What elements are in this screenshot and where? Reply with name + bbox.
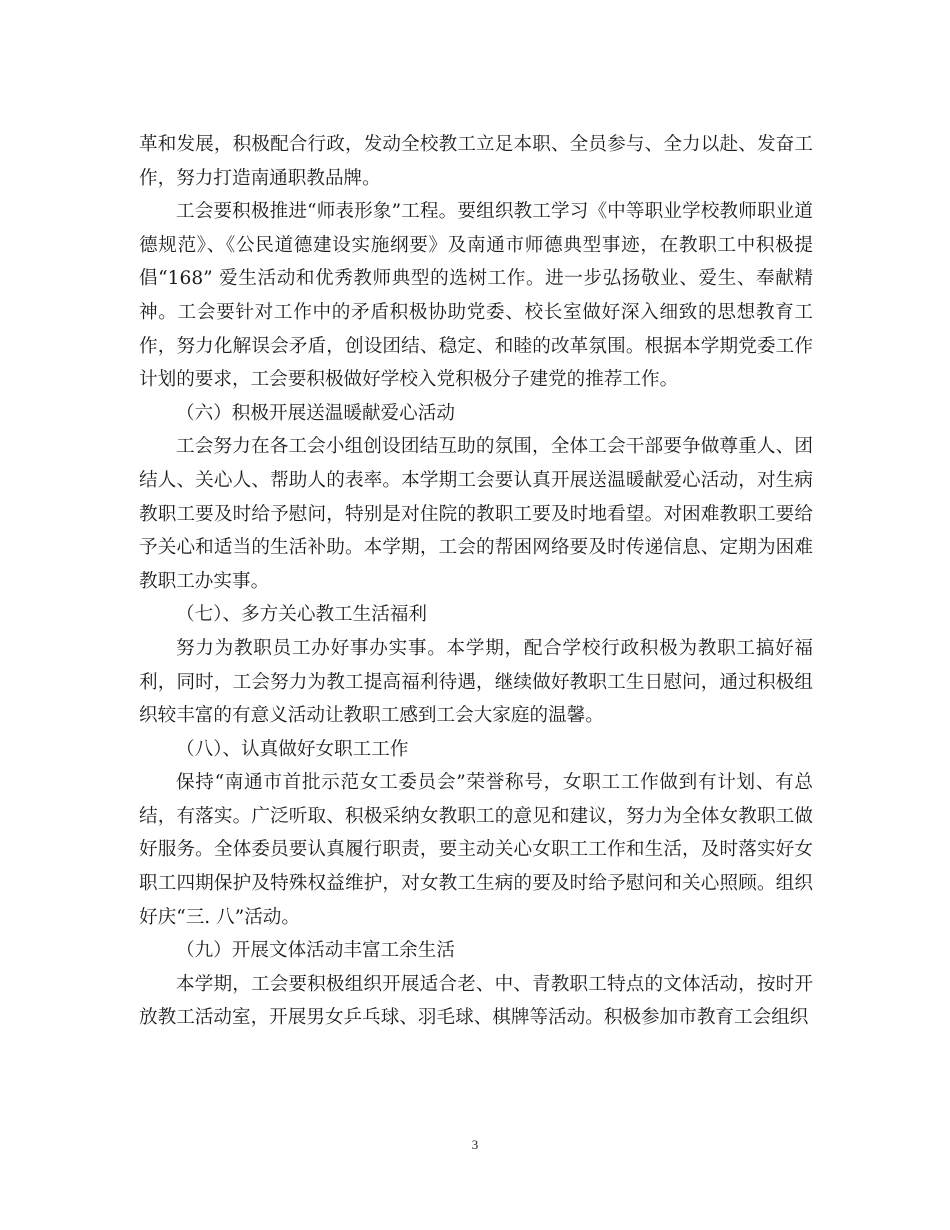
text-line: 织较丰富的有意义活动让教职工感到工会大家庭的温馨。 (139, 705, 604, 727)
text-line: 工会努力在各工会小组创设团结互助的氛围，全体工会干部要争做尊重人、团 (176, 436, 813, 458)
text-line: 教职工要及时给予慰问，特别是对住院的教职工要及时地看望。对困难教职工要给 (139, 503, 813, 525)
page-number: 3 (471, 1137, 479, 1152)
text-line: 德规范》、《公民道德建设实施纲要》及南通市师德典型事迹，在教职工中积极提 (139, 234, 813, 256)
text-line: 结，有落实。广泛听取、积极采纳女教职工的意见和建议，努力为全体女教职工做 (139, 805, 813, 827)
text-line: 本学期，工会要积极组织开展适合老、中、青教职工特点的文体活动，按时开 (176, 973, 813, 995)
section-heading (139, 397, 813, 431)
body-paragraph (139, 766, 813, 934)
text-line: 计划的要求，工会要积极做好学校入党积极分子建党的推荐工作。 (139, 369, 679, 391)
text-line: 职工四期保护及特殊权益维护，对女教工生病的要及时给予慰问和关心照顾。组织 (139, 873, 813, 895)
text-line: 神。工会要针对工作中的矛盾积极协助党委、校长室做好深入细致的思想教育工 (139, 301, 813, 323)
body-paragraph (139, 128, 813, 195)
text-line: 作，努力打造南通职教品牌。 (139, 167, 381, 189)
text-line: 利，同时，工会努力为教工提高福利待遇，继续做好教职工生日慰问，通过积极组 (139, 671, 813, 693)
text-line: （七）、多方关心教工生活福利 (176, 604, 428, 626)
section-heading (139, 598, 813, 632)
section-heading (139, 934, 813, 968)
text-line: 结人、关心人、帮助人的表率。本学期工会要认真开展送温暖献爱心活动，对生病 (139, 469, 813, 491)
text-line: 予关心和适当的生活补助。本学期，工会的帮困网络要及时传递信息、定期为困难 (139, 537, 813, 559)
document-body (139, 128, 813, 1035)
text-line: 好庆“三. 八”活动。 (139, 906, 300, 928)
text-line: 倡“168” 爱生活动和优秀教师典型的选树工作。进一步弘扬敬业、爱生、奉献精 (139, 268, 813, 290)
text-line: 好服务。全体委员要认真履行职责，要主动关心女职工工作和生活，及时落实好女 (139, 839, 813, 861)
text-line: （六）积极开展送温暖献爱心活动 (176, 402, 455, 424)
text-line: 工会要积极推进“师表形象”工程。要组织教工学习《中等职业学校教师职业道 (176, 201, 813, 223)
text-line: 放教工活动室，开展男女乒乓球、羽毛球、棋牌等活动。积极参加市教育工会组织 (139, 1007, 809, 1029)
section-heading (139, 733, 813, 767)
text-line: （八）、认真做好女职工工作 (176, 738, 409, 760)
text-line: 努力为教职员工办好事办实事。本学期，配合学校行政积极为教职工搞好福 (176, 637, 813, 659)
text-line: （九）开展文体活动丰富工余生活 (176, 940, 455, 962)
text-line: 教职工办实事。 (139, 570, 270, 592)
body-paragraph (139, 195, 813, 397)
body-paragraph (139, 632, 813, 733)
body-paragraph (139, 968, 813, 1035)
text-line: 保持“南通市首批示范女工委员会”荣誉称号，女职工工作做到有计划、有总 (176, 772, 813, 794)
text-line: 革和发展，积极配合行政，发动全校教工立足本职、全员参与、全力以赴、发奋工 (139, 134, 813, 155)
text-line: 作，努力化解误会矛盾，创设团结、稳定、和睦的改革氛围。根据本学期党委工作 (139, 335, 813, 357)
body-paragraph (139, 430, 813, 598)
